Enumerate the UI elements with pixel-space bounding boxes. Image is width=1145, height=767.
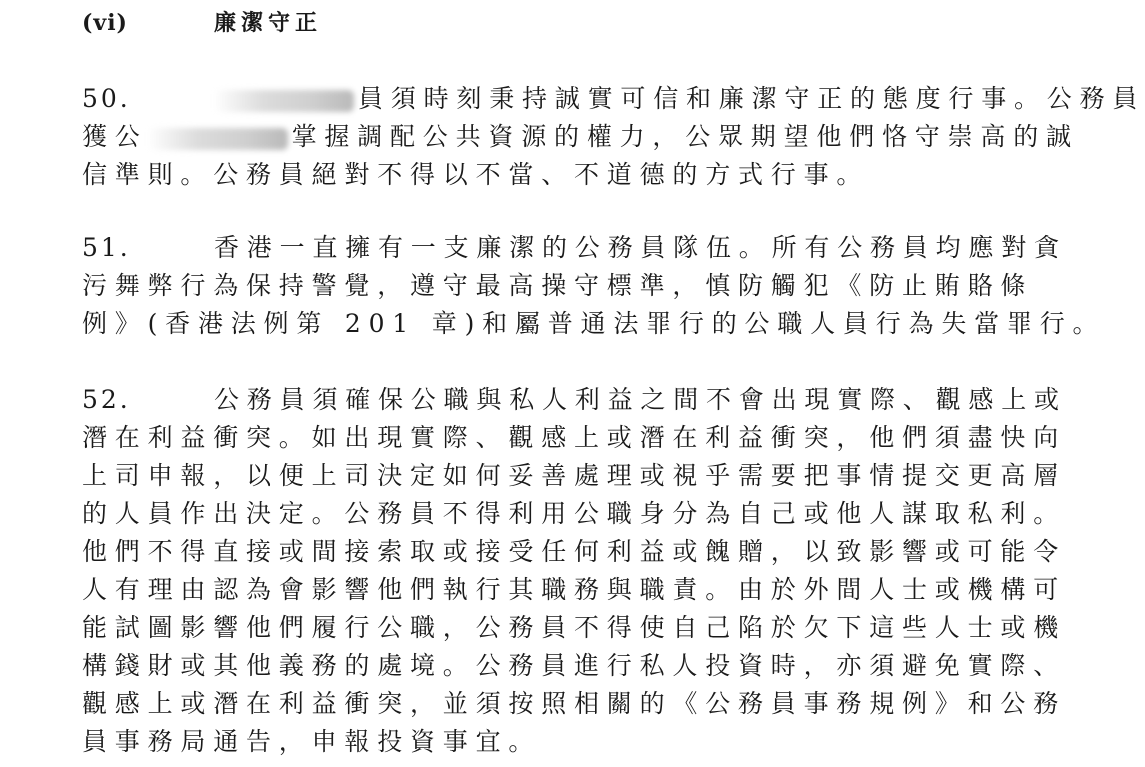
paragraph-line bbox=[82, 647, 1067, 685]
paragraph-number: 50. bbox=[82, 84, 131, 113]
section-heading bbox=[82, 6, 322, 40]
paragraph-line bbox=[82, 80, 1145, 118]
paragraph-number: 51. bbox=[82, 233, 131, 262]
paragraph-line-text: 能試圖影響他們履行公職，公務員不得使自己陷於欠下這些人士或機 bbox=[82, 613, 1067, 642]
paragraph-line-text: 上司申報，以便上司決定如何妥善處理或視乎需要把事情提交更高層 bbox=[82, 461, 1067, 490]
paragraph-line-text: 人有理由認為會影響他們執行其職務與職責。由於外間人士或機構可 bbox=[82, 575, 1067, 604]
redacted-region bbox=[214, 90, 354, 112]
paragraph-line bbox=[82, 156, 1042, 194]
paragraph-line bbox=[82, 381, 1067, 419]
paragraph-line bbox=[82, 609, 1067, 647]
paragraph-line-text: 構錢財或其他義務的處境。公務員進行私人投資時，亦須避免實際、 bbox=[82, 651, 1067, 680]
paragraph-line-text: 掌握調配公共資源的權力，公眾期望他們恪守崇高的誠 bbox=[291, 122, 1079, 151]
paragraph-line-text: 潛在利益衝突。如出現實際、觀感上或潛在利益衝突，他們須盡快向 bbox=[82, 423, 1067, 452]
section-number: (vi) bbox=[82, 10, 128, 36]
paragraph-line-text: 公務員須確保公職與私人利益之間不會出現實際、觀感上或 bbox=[214, 385, 1067, 414]
paragraph-line bbox=[82, 685, 1067, 723]
paragraph-50 bbox=[82, 80, 1145, 194]
section-title: 廉潔守正 bbox=[214, 10, 323, 36]
paragraph-line bbox=[82, 457, 1067, 495]
paragraph-line-text: 的人員作出決定。公務員不得利用公職身分為自己或他人謀取私利。 bbox=[82, 499, 1067, 528]
paragraph-line-text: 信準則。公務員絕對不得以不當、不道德的方式行事。 bbox=[82, 160, 870, 189]
paragraph-line bbox=[82, 723, 1042, 761]
redacted-region bbox=[148, 128, 288, 150]
paragraph-line bbox=[82, 267, 1042, 305]
paragraph-line-text: 員須時刻秉持誠實可信和廉潔守正的態度行事。公務員 bbox=[358, 84, 1145, 113]
paragraph-line bbox=[82, 495, 1067, 533]
paragraph-52 bbox=[82, 381, 1067, 761]
paragraph-line-text: 觀感上或潛在利益衝突，並須按照相關的《公務員事務規例》和公務 bbox=[82, 689, 1067, 718]
paragraph-line-text: 員事務局通告，申報投資事宜。 bbox=[82, 727, 542, 756]
paragraph-line bbox=[82, 571, 1067, 609]
paragraph-line-text: 他們不得直接或間接索取或接受任何利益或餽贈，以致影響或可能令 bbox=[82, 537, 1067, 566]
paragraph-line bbox=[82, 229, 1067, 267]
paragraph-line-text: 獲公 bbox=[82, 122, 148, 151]
paragraph-line bbox=[82, 419, 1067, 457]
paragraph-line-text: 香港一直擁有一支廉潔的公務員隊伍。所有公務員均應對貪 bbox=[214, 233, 1067, 262]
paragraph-line bbox=[82, 305, 1106, 343]
paragraph-51 bbox=[82, 229, 1106, 343]
paragraph-number: 52. bbox=[82, 385, 131, 414]
paragraph-line-text: 例》(香港法例第 201 章)和屬普通法罪行的公職人員行為失當罪行。 bbox=[82, 309, 1106, 338]
paragraph-line bbox=[82, 118, 1079, 156]
paragraph-line-text: 污舞弊行為保持警覺，遵守最高操守標準，慎防觸犯《防止賄賂條 bbox=[82, 271, 1034, 300]
paragraph-line bbox=[82, 533, 1067, 571]
